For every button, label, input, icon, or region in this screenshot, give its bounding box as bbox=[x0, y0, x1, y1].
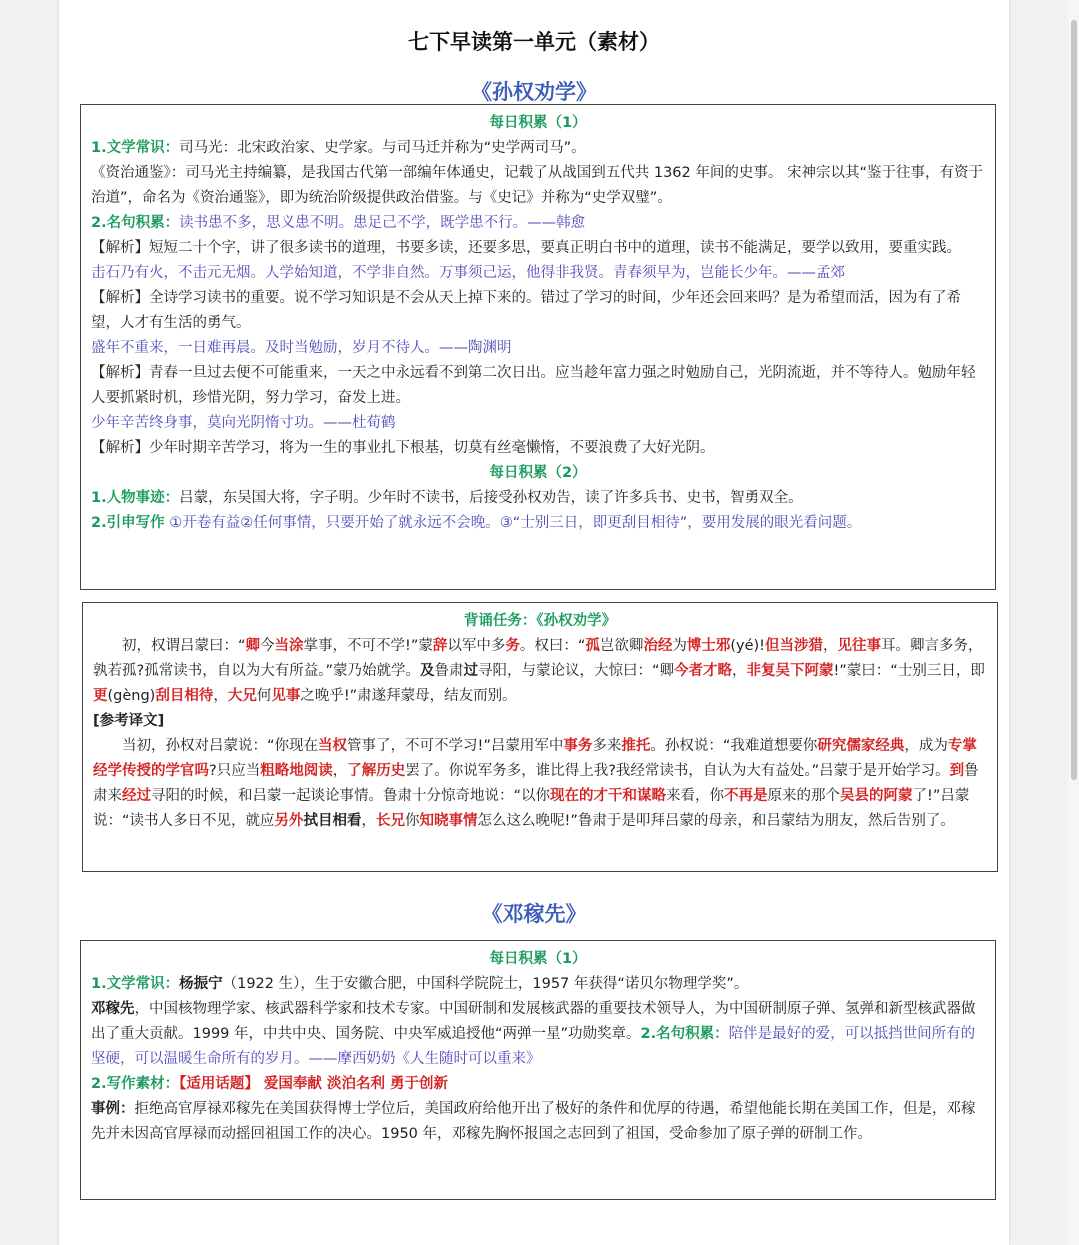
subheading-daily-deng: 每日积累（1） bbox=[489, 951, 587, 967]
label-quotes: 2.名句积累： bbox=[91, 215, 180, 231]
label-literature-2: 1.文学常识： bbox=[91, 976, 180, 992]
original-text-segment: 卿 bbox=[245, 638, 261, 654]
daily-accumulation-box-deng bbox=[80, 940, 996, 1200]
famous-quote-1 bbox=[91, 211, 985, 236]
original-text-segment: 岂欲卿 bbox=[599, 638, 644, 654]
reference-translation-label: [参考译文] bbox=[93, 713, 165, 729]
document-page bbox=[59, 0, 1009, 1245]
original-text-segment: ， bbox=[731, 663, 747, 679]
original-text-segment: 见往事 bbox=[837, 638, 881, 654]
quote-tao-yuanming: 盛年不重来，一日难再晨。及时当勉励，岁月不待人。——陶渊明 bbox=[91, 340, 512, 356]
translation-text-segment: 原来的那个 bbox=[767, 788, 841, 804]
translation-text-segment: 来看，你 bbox=[666, 788, 725, 804]
translation-text-segment: 了!”吕蒙说：“读书人多日不见，就应 bbox=[93, 788, 970, 829]
original-text-segment: 辞 bbox=[432, 638, 448, 654]
yang-text: （1922 生），生于安徽合肥，中国科学院院士，1957 年获得“诺贝尔物理学奖”。 bbox=[222, 976, 749, 992]
recitation-box bbox=[82, 602, 998, 872]
translation-text-segment: 现在的 bbox=[550, 788, 594, 804]
literature-text: 司马光：北宋政治家、史学家。与司马迁并称为“史学两司马”。 bbox=[179, 140, 586, 156]
original-text-segment: 见事 bbox=[271, 688, 301, 704]
original-text-segment: 耳。卿言多务，孰若孤?孤常读书，自以为大有所益。”蒙乃始就学。 bbox=[93, 638, 983, 679]
writing-extension bbox=[91, 511, 985, 536]
writing-extension-text: ①开卷有益②任何事情，只要开始了就永远不会晚。③“士别三日，即更刮目相待”，要用发展的眼光看问题。 bbox=[169, 515, 862, 531]
translation-text-segment: 当权 bbox=[318, 738, 348, 754]
original-text bbox=[93, 634, 987, 709]
original-text-segment: 今 bbox=[260, 638, 275, 654]
original-text-segment: 为 bbox=[672, 638, 687, 654]
original-text-segment: 博士邪 bbox=[686, 638, 731, 654]
analysis-2: 【解析】全诗学习读书的重要。说不学习知识是不会从天上掉下来的。错过了学习的时间，少年还会回来吗？是为希望而活，因为有了希望，人才有生活的勇气。 bbox=[91, 290, 961, 331]
section-title-deng-jiaxian: 《邓稼先》 bbox=[481, 902, 587, 926]
translation-text-segment: ?只应当 bbox=[209, 763, 261, 779]
translation-text-segment: 吴县的阿蒙 bbox=[840, 788, 913, 804]
translation-text-segment: 才干和谋略 bbox=[593, 788, 667, 804]
original-text-segment: 刮目相待 bbox=[155, 688, 214, 704]
label-example: 事例： bbox=[91, 1101, 135, 1117]
translation-text-segment: 当初，孙权对吕蒙说：“你现在 bbox=[122, 738, 319, 754]
original-text-segment: 之晚乎!”肃遂拜蒙母，结友而别。 bbox=[300, 688, 517, 704]
quote-grandma-moses: 陪伴是最好的爱，可以抵挡世间所有的坚硬，可以温暖生命所有的岁月。——摩西奶奶《人生随时可以重来》 bbox=[91, 1026, 976, 1067]
translation-text-segment: 知晓事情 bbox=[419, 813, 478, 829]
original-text-segment: 鲁肃 bbox=[434, 663, 464, 679]
translation-text bbox=[93, 734, 987, 834]
writing-material bbox=[91, 1072, 985, 1097]
subheading-daily-2: 每日积累（2） bbox=[489, 465, 587, 481]
translation-text-segment: 专掌经学传授的学官吗 bbox=[93, 738, 977, 779]
original-text-segment: 非复吴下阿蒙 bbox=[746, 663, 834, 679]
translation-text-segment: 怎么这么晚呢!”鲁肃于是叩拜吕蒙的母亲，和吕蒙结为朋友，然后告别了。 bbox=[477, 813, 955, 829]
original-text-segment: 务 bbox=[505, 638, 520, 654]
translation-text-segment: 罢了。你说军务多，谁比得上我?我经常读书，自认为大有益处。”吕蒙于是开始学习。 bbox=[405, 763, 950, 779]
character-story bbox=[91, 486, 985, 511]
translation-text-segment: 事务 bbox=[563, 738, 593, 754]
translation-text-segment: ，成为 bbox=[904, 738, 948, 754]
original-text-segment: 但当涉猎 bbox=[765, 638, 823, 654]
original-text-segment: 掌事，不可不学!”蒙 bbox=[303, 638, 433, 654]
translation-text-segment: 粗略地阅读 bbox=[260, 763, 333, 779]
translation-text-segment: 你 bbox=[405, 813, 420, 829]
translation-text-segment: ， bbox=[332, 763, 348, 779]
original-text-segment: 今者才略 bbox=[673, 663, 732, 679]
original-text-segment: 何 bbox=[256, 688, 272, 704]
translation-text-segment: 管事了，不可不学习!”吕蒙用军中 bbox=[347, 738, 564, 754]
translation-text-segment: 经过 bbox=[122, 788, 151, 804]
scrollbar[interactable] bbox=[1068, 0, 1079, 1245]
translation-text-segment: 到 bbox=[949, 763, 965, 779]
original-text-segment: 孤 bbox=[585, 638, 600, 654]
original-text-segment: (gèng) bbox=[107, 688, 156, 704]
original-text-segment: 。权曰：“ bbox=[519, 638, 586, 654]
label-character: 1.人物事迹： bbox=[91, 490, 180, 506]
original-text-segment: ， bbox=[213, 688, 228, 704]
analysis-4: 【解析】少年时期辛苦学习，将为一生的事业扎下根基，切莫有丝毫懒惰，不要浪费了大好光阴。 bbox=[91, 440, 715, 456]
translation-text-segment: 了解历史 bbox=[347, 763, 406, 779]
applicable-topics: 【适用话题】 爱国奉献 淡泊名利 勇于创新 bbox=[179, 1076, 449, 1092]
original-text-segment: 初，权谓吕蒙曰：“ bbox=[122, 638, 246, 654]
deng-bio-text: ，中国核物理学家、核武器科学家和技术专家。中国研制和发展核武器的重要技术领导人，为中国研制原子弹、氢弹和新型核武器做出了重大贡献。1999 年，中共中央、国务院、中央军威追授他“两弹一星”功勋奖章。 bbox=[91, 1001, 976, 1042]
quote-meng-jiao: 击石乃有火，不击元无烟。人学始知道，不学非自然。万事须己运，他得非我贤。青春须早为，岂能长少年。——孟郊 bbox=[91, 265, 845, 281]
original-text-segment: 过 bbox=[463, 663, 478, 679]
subheading-daily-1: 每日积累（1） bbox=[489, 115, 587, 131]
section-title-sun-quan: 《孙权劝学》 bbox=[471, 80, 597, 104]
translation-text-segment: 寻阳的时候，和吕蒙一起谈论事情。鲁肃十分惊奇地说：“以你 bbox=[151, 788, 551, 804]
original-text-segment: 及 bbox=[419, 663, 435, 679]
label-writing-material: 2.写作素材： bbox=[91, 1076, 180, 1092]
document-title: 七下早读第一单元（素材） bbox=[408, 30, 660, 54]
original-text-segment: 当涂 bbox=[274, 638, 304, 654]
name-yang-zhenning: 杨振宁 bbox=[179, 976, 223, 992]
original-text-segment: 治经 bbox=[643, 638, 673, 654]
translation-text-segment: 不再是 bbox=[724, 788, 768, 804]
original-text-segment: (yé)! bbox=[730, 638, 765, 654]
quote-han-yu: 读书患不多，思义患不明。患足己不学，既学患不行。——韩愈 bbox=[179, 215, 586, 231]
original-text-segment: 更 bbox=[93, 688, 108, 704]
translation-text-segment: 多来 bbox=[592, 738, 622, 754]
zizhi-tongjian-note: 《资治通鉴》：司马光主持编纂，是我国古代第一部编年体通史，记载了从战国到五代共 1362 年间的史事。 宋神宗以其“鉴于往事，有资于治道”，命名为《资治通鉴》，即为统治阶级提供政治借鉴。与《史记》并称为“史学双璧”。 bbox=[91, 165, 983, 206]
original-text-segment: 大兄 bbox=[227, 688, 257, 704]
deng-bio bbox=[91, 997, 985, 1072]
label-quotes-2: 2.名句积累： bbox=[640, 1026, 729, 1042]
literature-note bbox=[91, 136, 985, 161]
translation-text-segment: 拭目相看 bbox=[303, 813, 362, 829]
original-text-segment: !”蒙曰：“士别三日，即 bbox=[833, 663, 985, 679]
analysis-1: 【解析】短短二十个字，讲了很多读书的道理，书要多读，还要多思，要真正明白书中的道理，读书不能满足，要学以致用，要重实践。 bbox=[91, 240, 961, 256]
translation-text-segment: 鲁肃来 bbox=[93, 763, 979, 804]
label-literature: 1.文学常识： bbox=[91, 140, 180, 156]
scrollbar-thumb[interactable] bbox=[1071, 20, 1077, 780]
example bbox=[91, 1097, 985, 1147]
character-text: 吕蒙，东吴国大将，字子明。少年时不读书，后接受孙权劝告，读了许多兵书、史书，智勇双全。 bbox=[179, 490, 803, 506]
example-text: 拒绝高官厚禄邓稼先在美国获得博士学位后，美国政府给他开出了极好的条件和优厚的待遇，希望他能长期在美国工作，但是，邓稼先并未因高官厚禄而动摇回祖国工作的决心。1950 年，邓稼先胸怀报国之志回到了祖国，受命参加了原子弹的研制工作。 bbox=[91, 1101, 976, 1142]
translation-text-segment: ， bbox=[361, 813, 377, 829]
analysis-3: 【解析】青春一旦过去便不可能重来，一天之中永远看不到第二次日出。应当趁年富力强之时勉励自己，光阴流逝，并不等待人。勉励年轻人要抓紧时机，珍惜光阴，努力学习，奋发上进。 bbox=[91, 365, 976, 406]
label-writing-extension: 2.引申写作 bbox=[91, 515, 165, 531]
daily-accumulation-box-1 bbox=[80, 104, 996, 590]
literature-note-yang bbox=[91, 972, 985, 997]
translation-text-segment: 。孙权说：“我难道想要你 bbox=[650, 738, 818, 754]
translation-text-segment: 研究儒家经典 bbox=[817, 738, 905, 754]
translation-text-segment: 推托 bbox=[621, 738, 651, 754]
original-text-segment: ， bbox=[823, 638, 838, 654]
recitation-heading: 背诵任务：《孙权劝学》 bbox=[463, 613, 617, 629]
original-text-segment: 寻阳，与蒙论议，大惊曰：“卿 bbox=[477, 663, 674, 679]
quote-du-xunhe: 少年辛苦终身事，莫向光阴惰寸功。——杜荀鹤 bbox=[91, 415, 396, 431]
translation-text-segment: 长兄 bbox=[376, 813, 406, 829]
name-deng-jiaxian: 邓稼先 bbox=[91, 1001, 135, 1017]
translation-text-segment: 另外 bbox=[274, 813, 304, 829]
original-text-segment: 以军中多 bbox=[447, 638, 506, 654]
